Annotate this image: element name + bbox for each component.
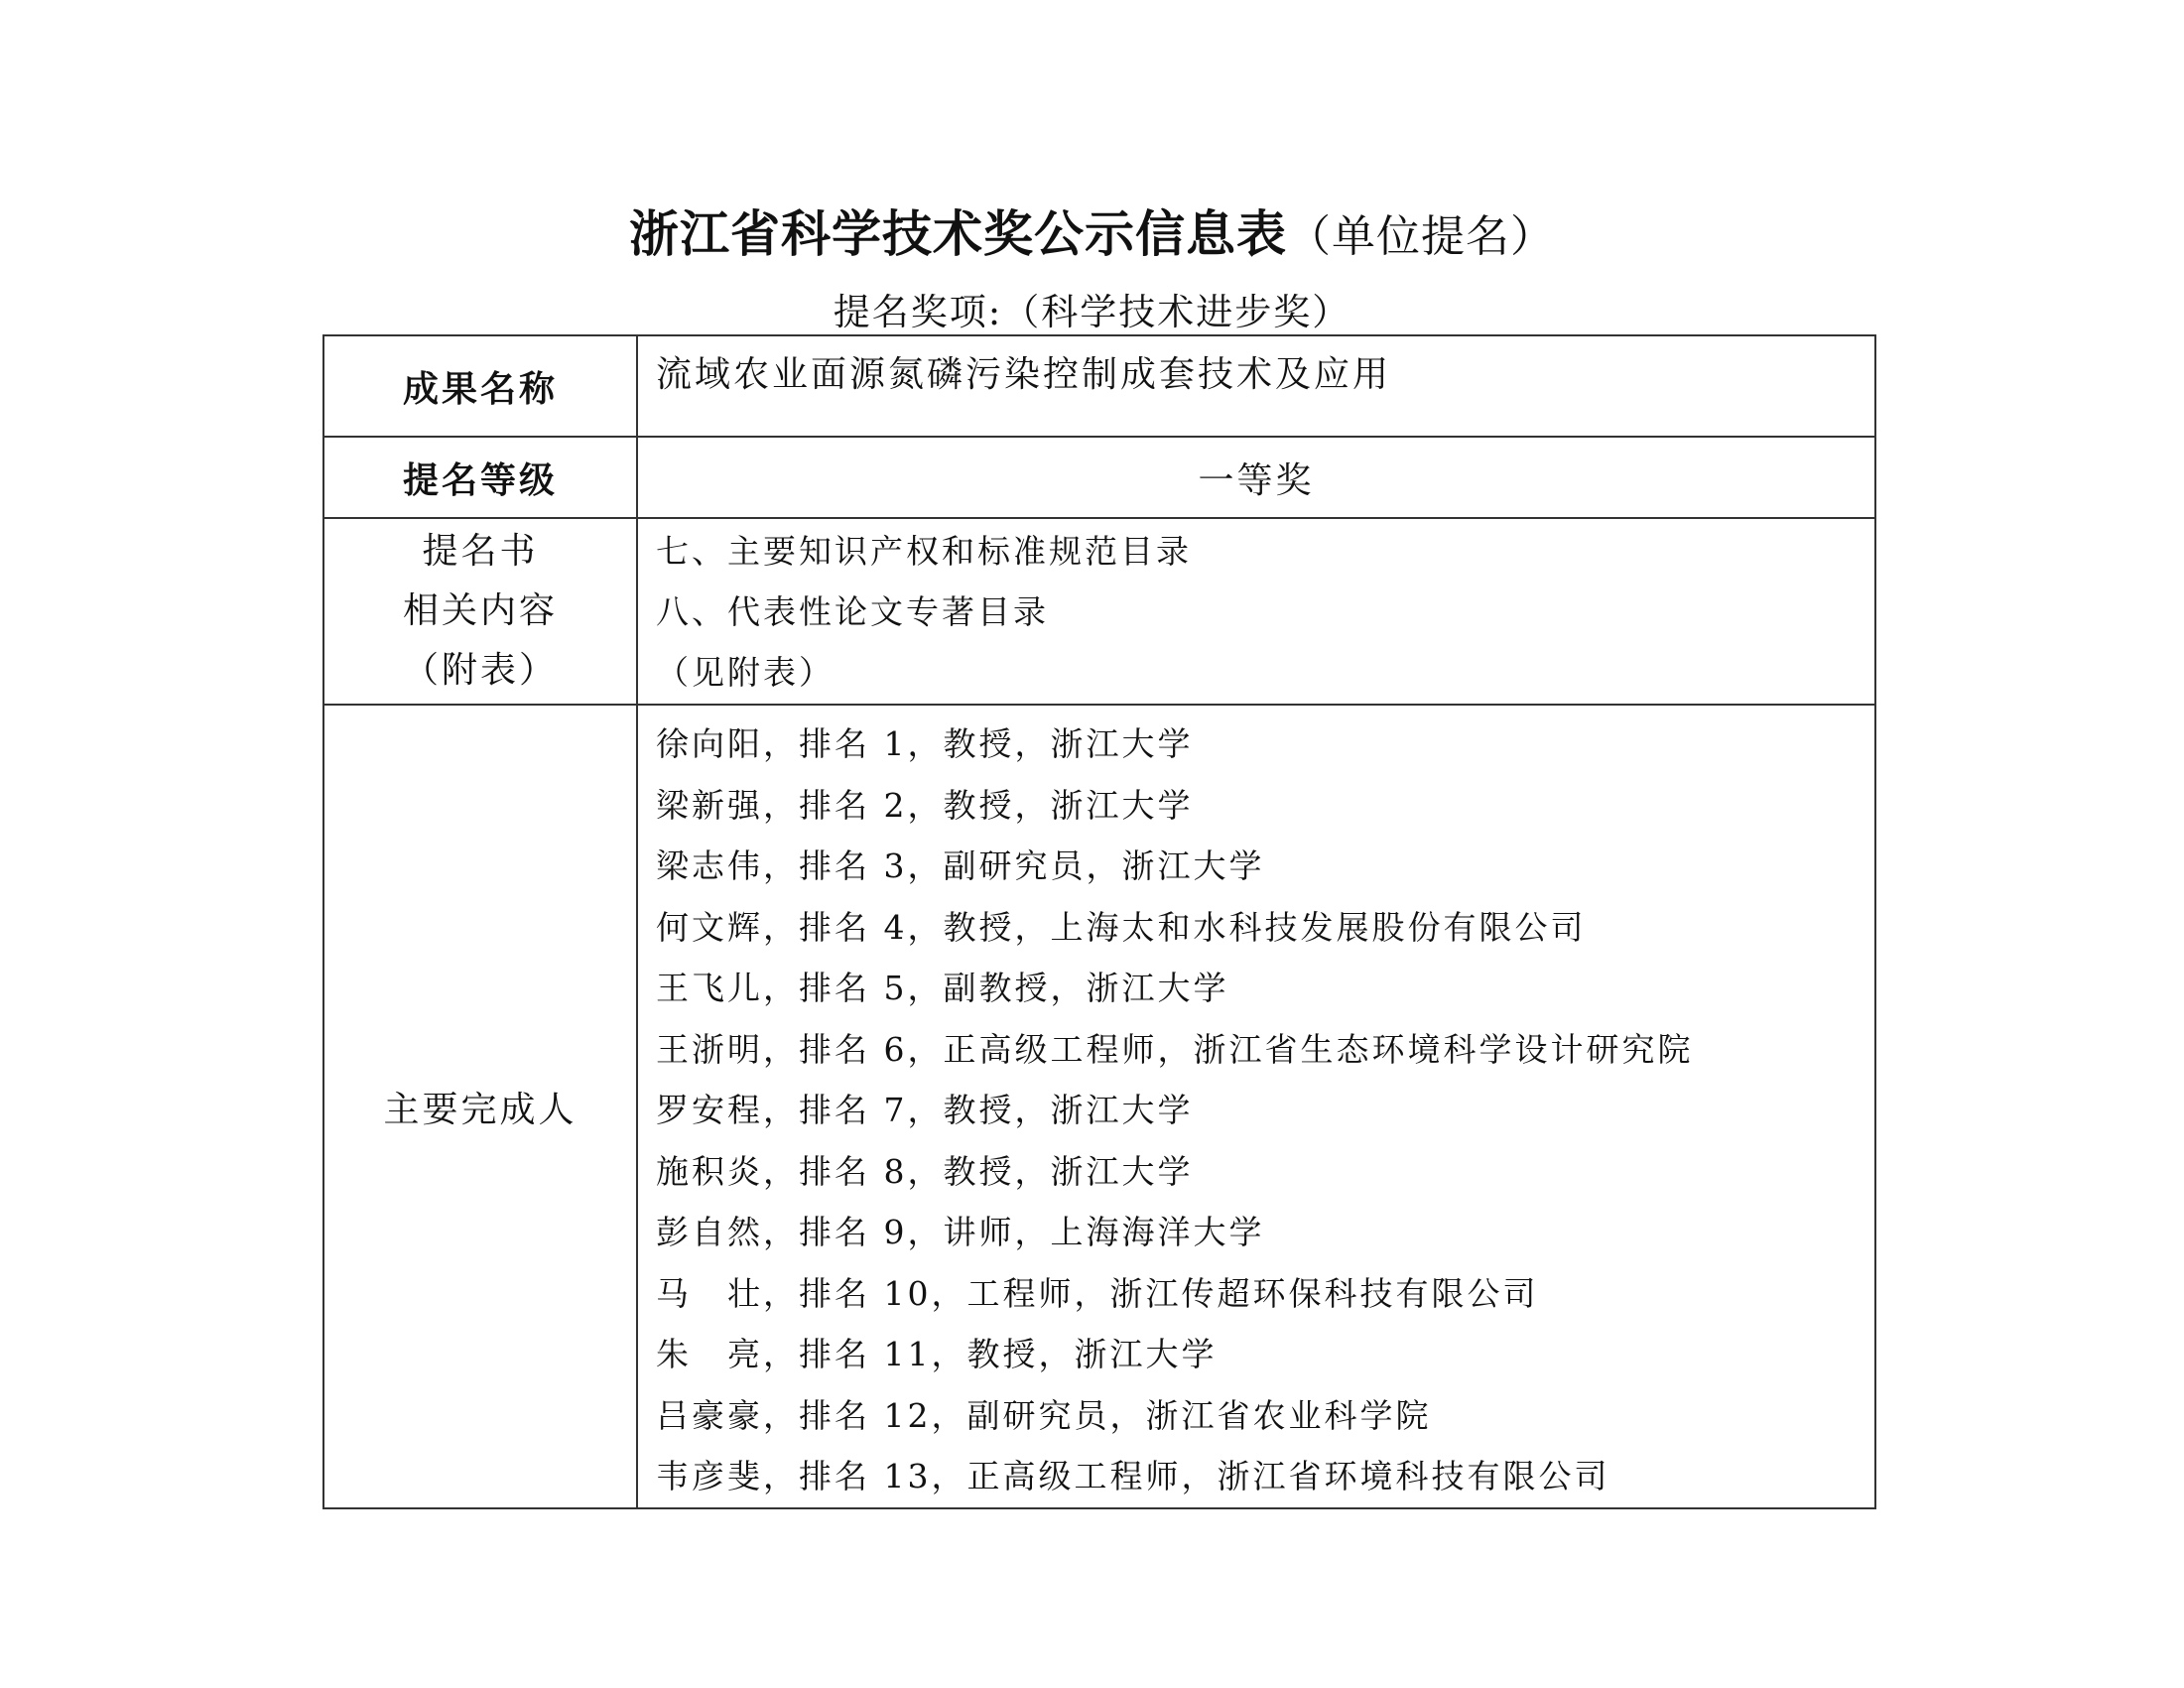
title-sub: （单位提名） [1287, 211, 1555, 262]
completer-entry: 梁新强，排名 2，教授，浙江大学 [656, 785, 1194, 825]
completer-entry: 吕豪豪，排名 12，副研究员，浙江省农业科学院 [656, 1395, 1432, 1435]
completer-entry: 徐向阳，排名 1，教授，浙江大学 [656, 724, 1194, 763]
nomination-level-value: 一等奖 [637, 437, 1875, 518]
completer-entry: 马 壮，排名 10，工程师，浙江传超环保科技有限公司 [656, 1273, 1539, 1313]
completers-list [637, 705, 1875, 1508]
completer-entry: 罗安程，排名 7，教授，浙江大学 [656, 1091, 1194, 1129]
completer-entry: 梁志伟，排名 3，副研究员，浙江大学 [656, 846, 1265, 885]
attachments-label [323, 518, 637, 705]
attachments-label-line: （附表） [402, 650, 558, 691]
nomination-award: 提名奖项:（科学技术进步奖） [833, 291, 1351, 333]
attachments-list [637, 518, 1875, 705]
nomination-level-label: 提名等级 [323, 437, 637, 518]
attachments-label-line: 提名书 [422, 531, 539, 572]
completer-entry: 朱 亮，排名 11，教授，浙江大学 [656, 1335, 1218, 1373]
completers-label: 主要完成人 [323, 705, 637, 1508]
row-nomination-level [323, 437, 1875, 518]
title-main: 浙江省科学技术奖公示信息表 [629, 205, 1287, 263]
attachment-item: （见附表） [656, 652, 835, 692]
completer-entry: 施积炎，排名 8，教授，浙江大学 [656, 1151, 1194, 1191]
achievement-name-value: 流域农业面源氮磷污染控制成套技术及应用 [637, 335, 1875, 437]
attachment-item: 七、主要知识产权和标准规范目录 [656, 531, 1192, 571]
completer-entry: 韦彦斐，排名 13，正高级工程师，浙江省环境科技有限公司 [656, 1457, 1610, 1495]
achievement-name-label: 成果名称 [323, 335, 637, 437]
completer-entry: 彭自然，排名 9，讲师，上海海洋大学 [656, 1213, 1265, 1251]
attachments-label-line: 相关内容 [402, 590, 558, 631]
completer-entry: 王飞儿，排名 5，副教授，浙江大学 [656, 969, 1229, 1007]
row-achievement-name [323, 335, 1875, 437]
row-attachments [323, 518, 1875, 705]
info-table [322, 334, 1876, 1509]
completer-entry: 何文辉，排名 4，教授，上海太和水科技发展股份有限公司 [656, 907, 1587, 947]
completer-entry: 王浙明，排名 6，正高级工程师，浙江省生态环境科学设计研究院 [656, 1029, 1694, 1069]
page-title [0, 195, 2184, 266]
row-completers [323, 705, 1875, 1508]
attachment-item: 八、代表性论文专著目录 [656, 591, 1049, 631]
